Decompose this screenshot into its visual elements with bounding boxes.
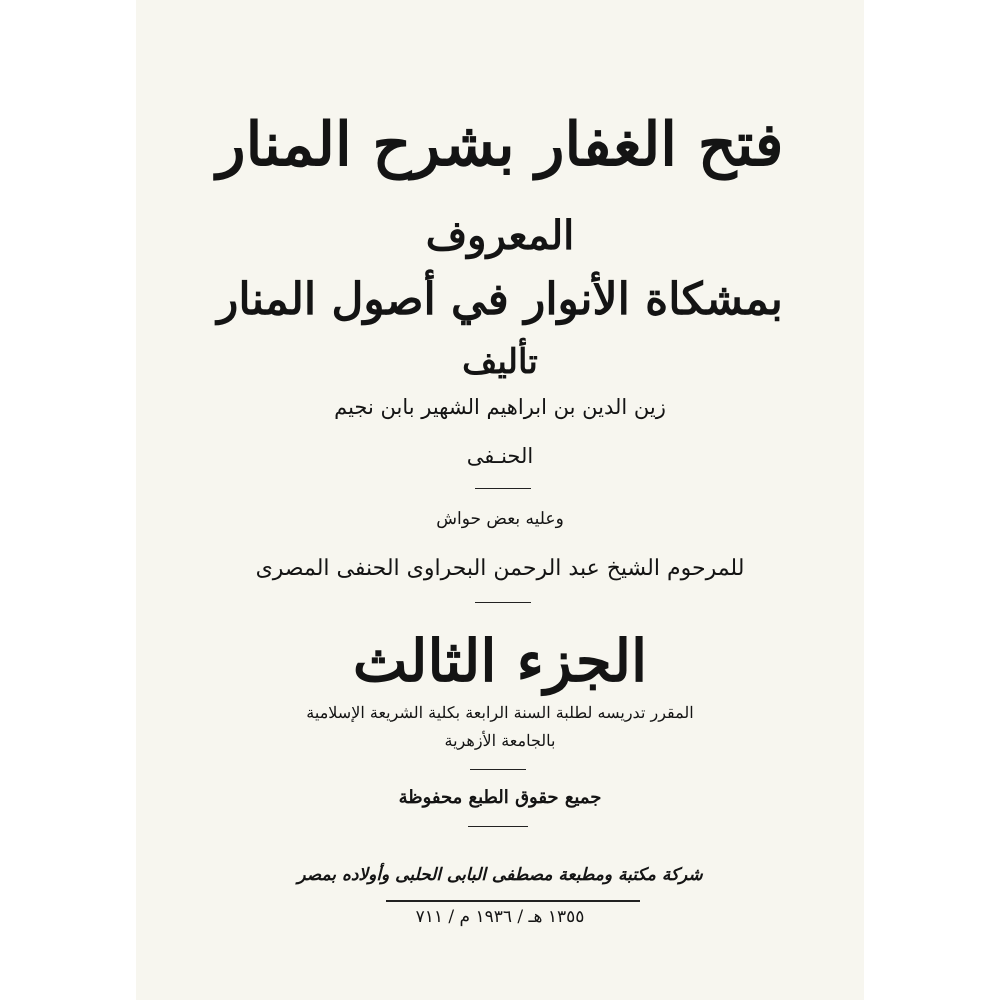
publisher-rule xyxy=(386,900,640,902)
divider xyxy=(475,488,531,489)
author-name: زين الدين بن ابراهيم الشهير بابن نجيم xyxy=(334,395,666,419)
author-school: الحنـفى xyxy=(466,444,534,468)
authorship-label: تأليف xyxy=(462,342,538,382)
publisher-name: شركة مكتبة ومطبعة مصطفى البابى الحلبى وأولاده بمصر xyxy=(297,865,703,885)
glosses-author: للمرحوم الشيخ عبد الرحمن البحراوى الحنفى المصرى xyxy=(255,556,745,581)
glosses-label: وعليه بعض حواش xyxy=(436,509,564,529)
main-title: فتح الغفار بشرح المنار xyxy=(216,110,784,180)
publication-dates: ١٣٥٥ هـ / ١٩٣٦ م / ٧١١ xyxy=(415,907,585,927)
divider xyxy=(468,826,528,827)
divider xyxy=(475,602,531,603)
divider xyxy=(470,769,526,770)
university-name: بالجامعة الأزهرية xyxy=(444,731,556,750)
curriculum-note: المقرر تدريسه لطلبة السنة الرابعة بكلية الشريعة الإسلامية xyxy=(306,703,694,722)
rights-notice: جميع حقوق الطبع محفوظة xyxy=(398,787,602,808)
volume-title: الجزء الثالث xyxy=(352,627,648,695)
title-page xyxy=(136,0,864,1000)
known-as-label: المعروف xyxy=(425,212,575,259)
alternate-title: بمشكاة الأنوار في أصول المنار xyxy=(217,274,783,325)
